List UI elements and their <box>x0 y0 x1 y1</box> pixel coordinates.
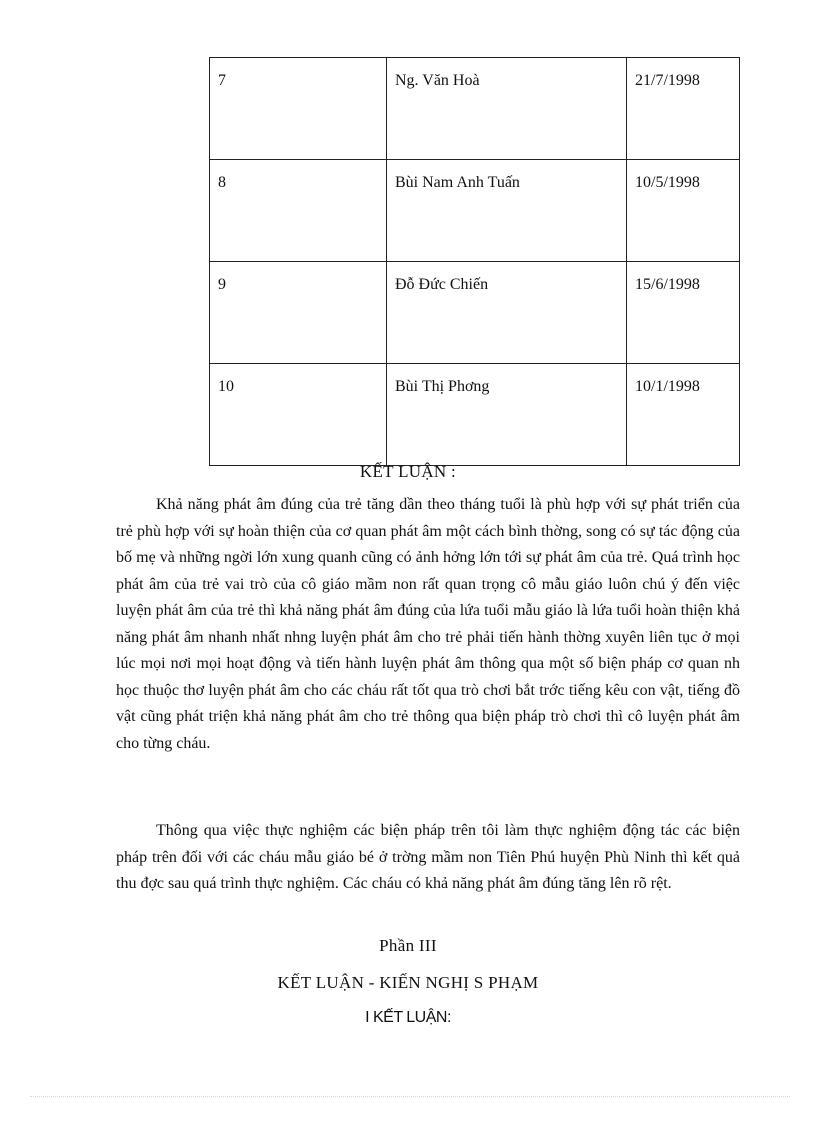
cell-number: 8 <box>210 160 387 262</box>
section-heading: I KẾT LUẬN: <box>365 1009 451 1026</box>
cell-number: 9 <box>210 262 387 364</box>
cell-dob: 15/6/1998 <box>627 262 740 364</box>
cell-name: Ng. Văn Hoà <box>387 58 627 160</box>
cell-name: Bùi Thị Phơng <box>387 364 627 466</box>
table-row <box>210 262 740 364</box>
cell-number: 7 <box>210 58 387 160</box>
conclusion-paragraph-2: Thông qua việc thực nghiệm các biện pháp trên tôi làm thực nghiệm động tác các biện pháp trên đối với các cháu mẫu giáo bé ở trờng mầm non Tiên Phú huyện Phù Ninh thì kết quả thu đợc sau quá trình thực nghiệm. Các cháu có khả năng phát âm đúng tăng lên rõ rệt. <box>116 822 740 892</box>
conclusion-heading: KẾT LUẬN : <box>359 462 457 481</box>
part-title: Phần III <box>379 936 437 955</box>
cell-number: 10 <box>210 364 387 466</box>
conclusion-paragraph-1: Khả năng phát âm đúng của trẻ tăng dần theo tháng tuổi là phù hợp với sự phát triển của trẻ phù hợp với sự hoàn thiện của cơ quan phát âm một cách bình thờng, song có sự tác động của bố mẹ và những ngời lớn xung quanh cũng có ảnh hởng lớn tới sự phát âm của trẻ. Quá trình học phát âm của trẻ vai trò của cô giáo mầm non rất quan trọng cô mẫu giáo luôn chú ý đến việc luyện phát âm của trẻ thì khả năng phát âm đúng của lứa tuổi mẫu giáo là lứa tuổi hoàn thiện khả năng phát âm nhanh nhất nhng luyện phát âm cho trẻ phải tiến hành thờng xuyên liên tục ở mọi lúc mọi nơi mọi hoạt động và tiến hành luyện phát âm thông qua một số biện pháp cơ quan nh học thuộc thơ luyện phát âm cho các cháu rất tốt qua trò chơi bắt trớc tiếng kêu con vật, tiếng đồ vật cũng phát triện khả năng phát âm cho trẻ thông qua biện pháp trò chơi thì cô luyện phát âm cho từng cháu. <box>116 496 740 752</box>
cell-name: Bùi Nam Anh Tuấn <box>387 160 627 262</box>
cell-dob: 10/1/1998 <box>627 364 740 466</box>
cell-dob: 21/7/1998 <box>627 58 740 160</box>
table-row <box>210 160 740 262</box>
page-bottom-rule <box>30 1096 790 1097</box>
part-subtitle: KẾT LUẬN - KIẾN NGHỊ S PHẠM <box>277 973 539 992</box>
student-table <box>209 57 740 466</box>
table-row <box>210 364 740 466</box>
table-row <box>210 58 740 160</box>
cell-name: Đỗ Đức Chiến <box>387 262 627 364</box>
cell-dob: 10/5/1998 <box>627 160 740 262</box>
